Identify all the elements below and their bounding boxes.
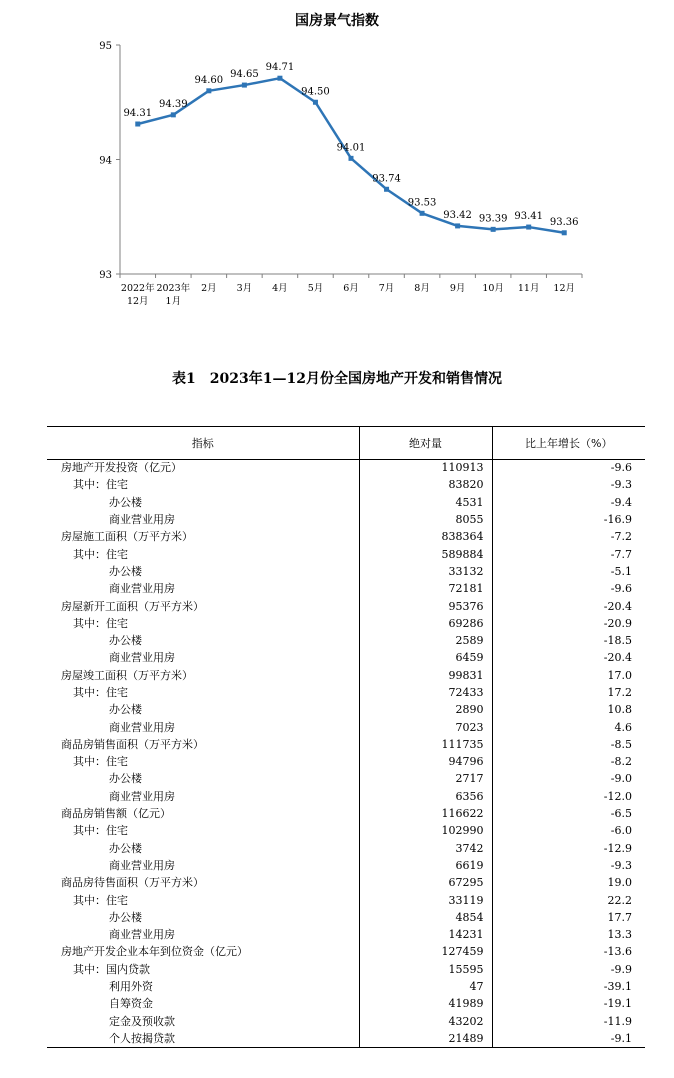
row-label: 其中：国内贷款 <box>47 961 359 978</box>
row-value: 15595 <box>359 961 492 978</box>
row-label: 其中：住宅 <box>47 823 359 840</box>
row-value: 838364 <box>359 529 492 546</box>
data-point <box>277 76 282 81</box>
data-label: 94.65 <box>230 69 259 81</box>
row-label: 其中：住宅 <box>47 754 359 771</box>
table-row <box>47 736 645 753</box>
row-label: 其中：住宅 <box>47 684 359 701</box>
row-label: 商业营业用房 <box>47 857 359 874</box>
x-tick-label: 7月 <box>378 283 395 294</box>
row-value: 2890 <box>359 702 492 719</box>
chart-title: 国房景气指数 <box>295 13 379 29</box>
row-value: 3742 <box>359 840 492 857</box>
x-tick-label: 12月 <box>553 283 576 294</box>
row-value: 33132 <box>359 563 492 580</box>
row-label: 房屋新开工面积（万平方米） <box>47 598 359 615</box>
table-row <box>47 667 645 684</box>
row-growth: 22.2 <box>607 893 632 907</box>
row-growth: 17.0 <box>607 668 632 682</box>
table-row <box>47 909 645 926</box>
table-title: 表1 2023年1—12月份全国房地产开发和销售情况 <box>172 371 502 387</box>
row-growth: -13.6 <box>603 945 632 959</box>
row-growth: -39.1 <box>603 980 632 994</box>
data-label: 94.60 <box>194 74 224 86</box>
x-tick-label: 2022年 <box>120 283 155 294</box>
table-row <box>47 978 645 995</box>
data-label: 93.42 <box>443 209 472 221</box>
table-row <box>47 892 645 909</box>
row-label: 办公楼 <box>47 632 359 649</box>
data-label: 94.39 <box>158 98 188 110</box>
row-value: 8055 <box>359 511 492 528</box>
row-label: 办公楼 <box>47 563 359 580</box>
row-label: 其中：住宅 <box>47 546 359 563</box>
table-row <box>47 944 645 961</box>
row-growth: -9.0 <box>610 772 632 786</box>
row-growth: 17.7 <box>607 910 632 924</box>
y-tick-label: 94 <box>99 155 112 167</box>
table-row <box>47 805 645 822</box>
row-label: 商业营业用房 <box>47 788 359 805</box>
data-label: 94.01 <box>336 142 366 154</box>
row-value: 94796 <box>359 754 492 771</box>
data-point <box>384 187 389 192</box>
row-label: 商业营业用房 <box>47 581 359 598</box>
data-label: 94.31 <box>123 108 153 120</box>
table-row <box>47 840 645 857</box>
row-value: 7023 <box>359 719 492 736</box>
row-growth: 10.8 <box>607 703 632 717</box>
row-label: 其中：住宅 <box>47 615 359 632</box>
x-tick-label: 2023年 <box>156 283 191 294</box>
row-label: 房屋竣工面积（万平方米） <box>47 667 359 684</box>
row-label: 其中：住宅 <box>47 477 359 494</box>
row-growth: -9.4 <box>610 495 632 509</box>
row-value: 116622 <box>359 805 492 822</box>
data-point <box>420 211 425 216</box>
row-value: 72181 <box>359 581 492 598</box>
data-label: 94.50 <box>301 86 330 98</box>
row-value: 14231 <box>359 927 492 944</box>
line-chart <box>0 0 674 330</box>
row-label: 利用外资 <box>47 978 359 995</box>
table-row <box>47 632 645 649</box>
row-growth: -5.1 <box>610 564 632 578</box>
row-growth: -9.3 <box>610 478 632 492</box>
x-tick-label: 1月 <box>165 296 182 307</box>
table-row <box>47 719 645 736</box>
chart-container <box>0 0 674 330</box>
row-value: 43202 <box>359 1013 492 1030</box>
row-growth: 4.6 <box>614 720 632 734</box>
row-value: 95376 <box>359 598 492 615</box>
row-value: 6619 <box>359 857 492 874</box>
table-row <box>47 771 645 788</box>
data-point <box>455 223 460 228</box>
row-value: 111735 <box>359 736 492 753</box>
x-tick-label: 11月 <box>517 283 540 294</box>
data-label: 93.36 <box>549 216 579 228</box>
table-row <box>47 477 645 494</box>
table-row <box>47 650 645 667</box>
row-label: 商品房销售额（亿元） <box>47 805 359 822</box>
row-value: 6459 <box>359 650 492 667</box>
table-row <box>47 529 645 546</box>
data-label: 93.53 <box>407 197 437 209</box>
table-row <box>47 684 645 701</box>
row-value: 6356 <box>359 788 492 805</box>
table-row <box>47 598 645 615</box>
data-label: 94.71 <box>265 62 295 74</box>
x-tick-label: 8月 <box>414 283 430 294</box>
data-point <box>242 83 247 88</box>
data-label: 93.74 <box>372 173 401 185</box>
x-tick-label: 12月 <box>126 296 149 307</box>
row-value: 2717 <box>359 771 492 788</box>
table-row <box>47 875 645 892</box>
data-point <box>562 230 567 235</box>
table-header-row <box>47 427 645 460</box>
table-row <box>47 563 645 580</box>
row-growth: -12.9 <box>603 841 632 855</box>
row-growth: 13.3 <box>607 928 632 942</box>
data-point <box>135 122 140 127</box>
row-growth: -9.1 <box>492 1030 645 1047</box>
row-label: 房地产开发投资（亿元） <box>47 460 359 477</box>
x-tick-label: 5月 <box>307 283 324 294</box>
row-label: 商品房待售面积（万平方米） <box>47 875 359 892</box>
row-label: 房地产开发企业本年到位资金（亿元） <box>47 944 359 961</box>
row-label: 办公楼 <box>47 840 359 857</box>
row-value: 21489 <box>359 1030 492 1047</box>
row-growth: -8.5 <box>610 737 632 751</box>
table-row <box>47 996 645 1013</box>
x-tick-label: 3月 <box>236 283 253 294</box>
table-row <box>47 961 645 978</box>
table-row <box>47 1013 645 1030</box>
table-row <box>47 823 645 840</box>
table-row <box>47 927 645 944</box>
data-point <box>313 100 318 105</box>
row-growth: -19.1 <box>603 997 632 1011</box>
row-label: 办公楼 <box>47 771 359 788</box>
y-tick-label: 93 <box>99 270 112 281</box>
row-value: 4531 <box>359 494 492 511</box>
row-value: 67295 <box>359 875 492 892</box>
row-growth: -8.2 <box>610 755 632 769</box>
row-label: 办公楼 <box>47 909 359 926</box>
row-growth: -9.6 <box>610 582 632 596</box>
table-row <box>47 754 645 771</box>
data-table <box>47 426 645 1048</box>
header-growth: 比上年增长（%） <box>492 427 645 460</box>
row-value: 4854 <box>359 909 492 926</box>
y-tick-label: 95 <box>99 41 112 52</box>
row-label: 办公楼 <box>47 494 359 511</box>
row-growth: -7.2 <box>610 530 632 544</box>
x-tick-label: 2月 <box>201 283 217 294</box>
row-label: 自筹资金 <box>47 996 359 1013</box>
row-label: 商业营业用房 <box>47 650 359 667</box>
table-row <box>47 1030 645 1047</box>
data-point <box>171 112 176 117</box>
row-growth: -9.9 <box>610 962 632 976</box>
data-point <box>491 227 496 232</box>
row-value: 102990 <box>359 823 492 840</box>
row-value: 47 <box>359 978 492 995</box>
data-label: 93.39 <box>478 213 508 225</box>
row-label: 其中：住宅 <box>47 892 359 909</box>
row-value: 72433 <box>359 684 492 701</box>
row-value: 110913 <box>359 460 492 477</box>
row-growth: -20.9 <box>603 616 632 630</box>
x-tick-label: 4月 <box>272 283 288 294</box>
header-indicator: 指标 <box>47 427 359 460</box>
row-growth: -20.4 <box>603 651 632 665</box>
row-label: 定金及预收款 <box>47 1013 359 1030</box>
row-growth: -9.6 <box>610 461 632 475</box>
row-growth: -9.3 <box>610 858 632 872</box>
data-point <box>349 156 354 161</box>
row-value: 41989 <box>359 996 492 1013</box>
row-growth: -20.4 <box>603 599 632 613</box>
x-tick-label: 6月 <box>343 283 359 294</box>
row-value: 2589 <box>359 632 492 649</box>
table-row <box>47 460 645 477</box>
row-label: 商业营业用房 <box>47 511 359 528</box>
row-label: 办公楼 <box>47 702 359 719</box>
row-growth: -11.9 <box>603 1014 632 1028</box>
row-value: 83820 <box>359 477 492 494</box>
row-value: 99831 <box>359 667 492 684</box>
table-row <box>47 546 645 563</box>
row-growth: -12.0 <box>603 789 632 803</box>
x-tick-label: 10月 <box>482 283 504 294</box>
series-line <box>138 78 564 233</box>
row-growth: -18.5 <box>603 634 632 648</box>
row-growth: 17.2 <box>607 686 632 699</box>
row-label: 商业营业用房 <box>47 927 359 944</box>
table-row <box>47 615 645 632</box>
table-row <box>47 511 645 528</box>
row-value: 69286 <box>359 615 492 632</box>
x-tick-label: 9月 <box>449 283 466 294</box>
table-body <box>47 460 645 1048</box>
row-growth: -16.9 <box>603 513 632 527</box>
row-label: 商业营业用房 <box>47 719 359 736</box>
table-row <box>47 581 645 598</box>
row-growth: -6.0 <box>610 824 632 838</box>
data-point <box>526 225 531 230</box>
row-growth: -6.5 <box>610 807 632 821</box>
header-absolute: 绝对量 <box>359 427 492 460</box>
row-growth: -7.7 <box>610 547 632 561</box>
table-row <box>47 857 645 874</box>
table-row <box>47 494 645 511</box>
row-label: 房屋施工面积（万平方米） <box>47 529 359 546</box>
table-row <box>47 788 645 805</box>
row-value: 33119 <box>359 892 492 909</box>
row-label: 个人按揭贷款 <box>47 1030 359 1047</box>
row-value: 127459 <box>359 944 492 961</box>
row-growth: 19.0 <box>607 876 632 890</box>
data-point <box>206 88 211 93</box>
row-value: 589884 <box>359 546 492 563</box>
data-label: 93.41 <box>514 211 544 223</box>
row-label: 商品房销售面积（万平方米） <box>47 736 359 753</box>
table-row <box>47 702 645 719</box>
